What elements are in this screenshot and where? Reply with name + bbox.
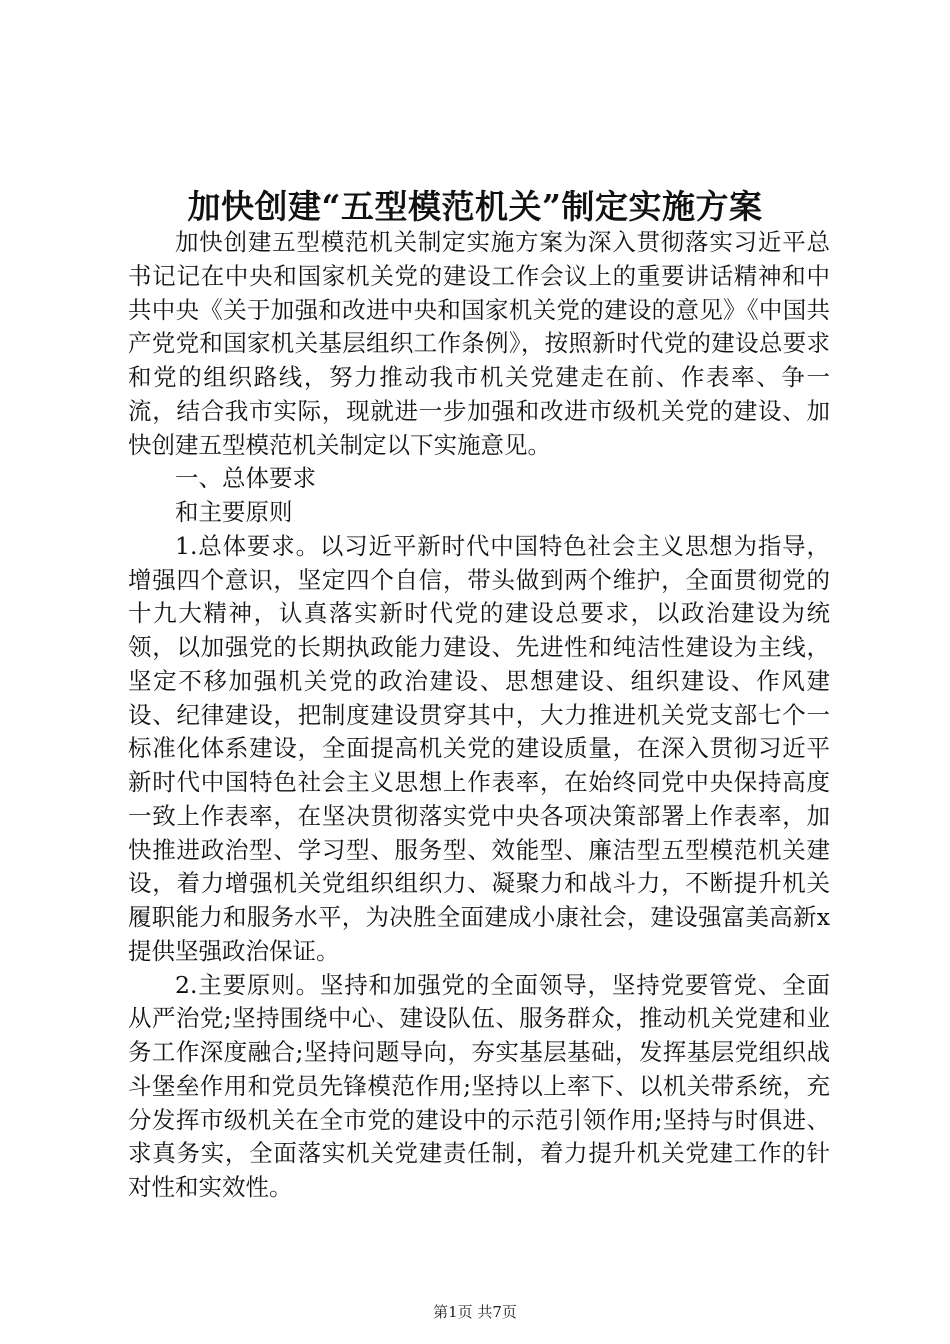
main-principles-paragraph: 2.主要原则。坚持和加强党的全面领导，坚持党要管党、全面从严治党;坚持围绕中心、建设队伍、服务群众，推动机关党建和业务工作深度融合;坚持问题导向，夯实基层基础，发挥基层党组织战斗堡垒作用和党员先锋模范作用;坚持以上率下、以机关带系统，充分发挥市级机关在全市党的建设中的示范引领作用;坚持与时俱进、求真务实，全面落实机关党建责任制，着力提升机关党建工作的针对性和实效性。 bbox=[128, 970, 830, 1201]
overall-requirements-paragraph: 1.总体要求。以习近平新时代中国特色社会主义思想为指导，增强四个意识，坚定四个自信，带头做到两个维护，全面贯彻党的十九大精神，认真落实新时代党的建设总要求，以政治建设为统领，以加强党的长期执政能力建设、先进性和纯洁性建设为主线，坚定不移加强机关党的政治建设、思想建设、组织建设、作风建设、纪律建设，把制度建设贯穿其中，大力推进机关党支部七个一标准化体系建设，全面提高机关党的建设质量，在深入贯彻习近平新时代中国特色社会主义思想上作表率，在始终同党中央保持高度一致上作表率，在坚决贯彻落实党中央各项决策部署上作表率，加快推进政治型、学习型、服务型、效能型、廉洁型五型模范机关建设，着力增强机关党组织组织力、凝聚力和战斗力，不断提升机关履职能力和服务水平，为决胜全面建成小康社会，建设强富美高新x提供坚强政治保证。 bbox=[128, 531, 830, 965]
section-heading-line-2: 和主要原则 bbox=[175, 498, 293, 526]
section-heading-line-1: 一、总体要求 bbox=[175, 464, 316, 493]
document-title: 加快创建“五型模范机关”制定实施方案 bbox=[187, 187, 763, 226]
page-footer: 第1页 共7页 bbox=[433, 1303, 517, 1321]
intro-paragraph: 加快创建五型模范机关制定实施方案为深入贯彻落实习近平总书记记在中央和国家机关党的建设工作会议上的重要讲话精神和中共中央《关于加强和改进中央和国家机关党的建设的意见》《中国共产党党和国家机关基层组织工作条例》，按照新时代党的建设总要求和党的组织路线，努力推动我市机关党建走在前、作表率、争一流，结合我市实际，现就进一步加强和改进市级机关党的建设、加快创建五型模范机关制定以下实施意见。 bbox=[128, 228, 830, 459]
document-body bbox=[128, 226, 830, 1205]
